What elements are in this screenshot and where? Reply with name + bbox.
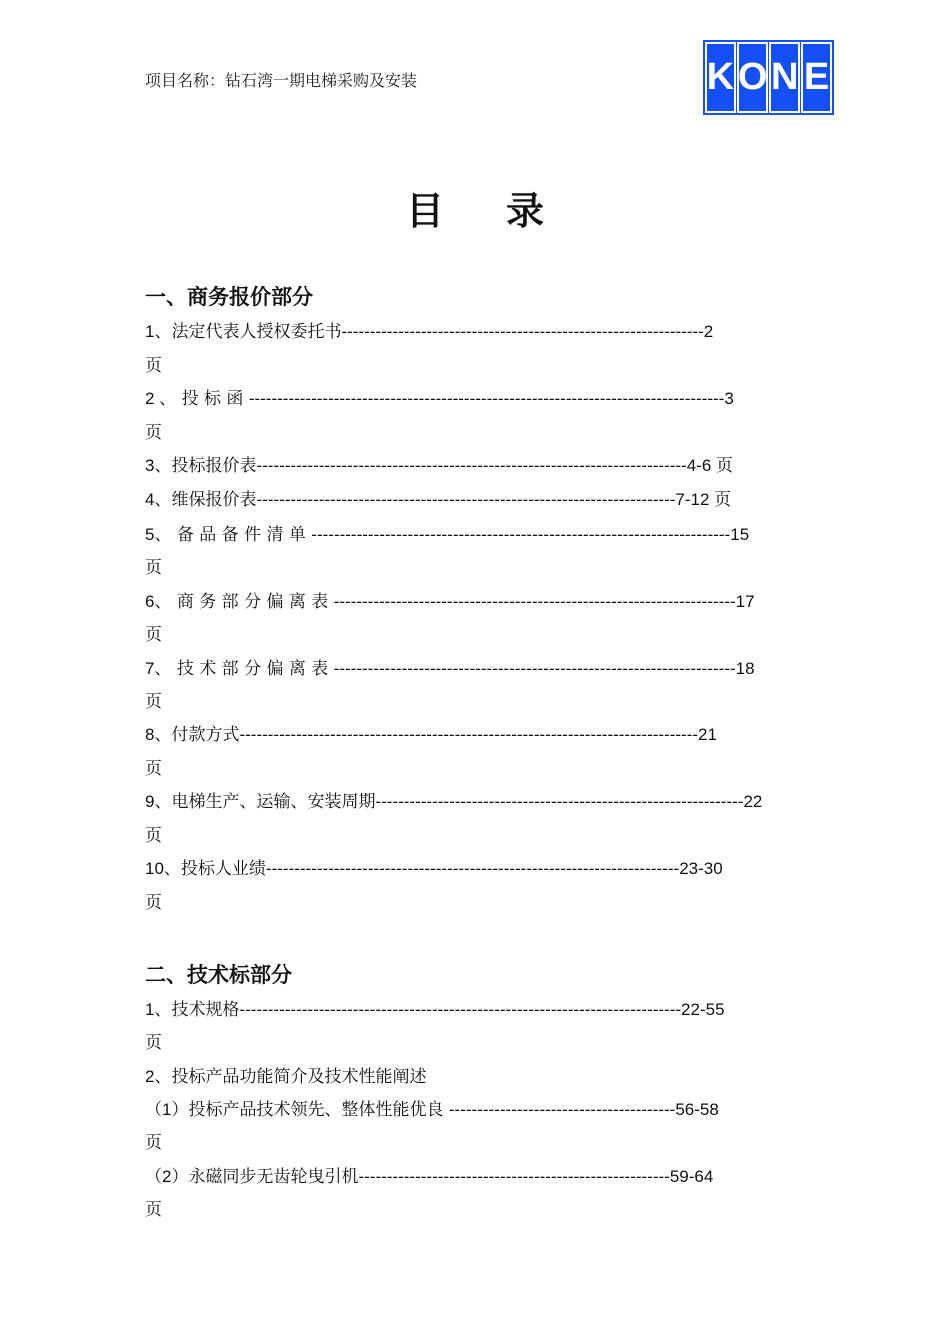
toc-text: 电梯生产、运输、安装周期 — [171, 792, 376, 812]
toc-text: 永磁同步无齿轮曳引机 — [188, 1167, 359, 1187]
toc-page-suffix: 页 — [145, 893, 162, 913]
title-char: 录 — [506, 188, 545, 233]
toc-entry[interactable] — [145, 859, 723, 879]
toc-entry[interactable] — [145, 1167, 713, 1187]
toc-number: 3、 — [145, 456, 172, 475]
toc-leader: ------------------------------------------------------------------------------------ — [248, 389, 725, 408]
toc-page: 23-30 — [679, 859, 723, 878]
toc-entry[interactable] — [145, 389, 734, 409]
toc-page: 2 — [703, 322, 714, 341]
toc-page: 17 — [735, 592, 755, 611]
section-heading: 一、商务报价部分 — [145, 285, 313, 309]
toc-page-suffix: 页 — [145, 759, 162, 779]
toc-number: 5、 — [145, 525, 172, 544]
toc-page: 22-55 — [681, 1000, 725, 1019]
toc-entry[interactable] — [145, 1067, 426, 1087]
logo-letter: E — [802, 43, 831, 112]
toc-text: 备 品 备 件 清 单 — [171, 525, 312, 545]
toc-text: 投 标 函 — [176, 389, 249, 409]
project-name-label: 项目名称：钻石湾一期电梯采购及安装 — [145, 71, 418, 90]
toc-page: 18 — [735, 659, 755, 678]
toc-entry[interactable] — [145, 322, 713, 342]
section-heading: 二、技术标部分 — [145, 963, 292, 987]
kone-logo — [703, 40, 834, 115]
toc-page-suffix: 页 — [145, 692, 162, 712]
toc-page-suffix: 页 — [145, 826, 162, 846]
toc-leader: ------------------------------------------------------------------------- — [265, 859, 680, 878]
toc-entry[interactable] — [145, 456, 733, 476]
toc-entry[interactable] — [145, 592, 755, 612]
toc-text: 维保报价表 — [171, 490, 257, 510]
toc-number: 2 、 — [145, 389, 177, 408]
toc-entry[interactable] — [145, 659, 755, 679]
toc-page: 59-64 — [669, 1167, 714, 1186]
toc-entry[interactable] — [145, 1100, 719, 1120]
toc-page-suffix: 页 — [145, 1200, 162, 1220]
toc-number: 6、 — [145, 592, 172, 611]
toc-entry[interactable] — [145, 1000, 725, 1020]
toc-entry[interactable] — [145, 525, 749, 545]
toc-number: 10、 — [145, 859, 181, 878]
logo-letter: O — [738, 43, 768, 112]
toc-number: 1、 — [145, 1000, 172, 1019]
document-title — [0, 180, 950, 235]
toc-number: （1） — [145, 1100, 189, 1119]
toc-page: 3 — [724, 389, 734, 408]
toc-text: 技术规格 — [171, 1000, 240, 1020]
toc-number: （2） — [145, 1167, 189, 1186]
toc-text: 法定代表人授权委托书 — [171, 322, 342, 342]
toc-number: 4、 — [145, 490, 172, 509]
toc-text: 投标产品功能简介及技术性能阐述 — [171, 1067, 427, 1087]
toc-leader: ---------------------------------------- — [448, 1100, 676, 1119]
toc-page: 4-6 页 — [686, 456, 734, 475]
toc-number: 8、 — [145, 725, 172, 744]
toc-page: 22 — [743, 792, 763, 811]
toc-page-suffix: 页 — [145, 625, 162, 645]
toc-number: 2、 — [145, 1067, 172, 1086]
toc-entry[interactable] — [145, 792, 762, 812]
toc-number: 9、 — [145, 792, 172, 811]
toc-page-suffix: 页 — [145, 1033, 162, 1053]
toc-text: 付款方式 — [171, 725, 240, 745]
toc-leader: ---------------------------------------------------------------------------- — [256, 456, 687, 475]
logo-letter: K — [706, 43, 735, 112]
toc-page-suffix: 页 — [145, 1133, 162, 1153]
toc-page: 15 — [730, 525, 750, 544]
toc-text: 技 术 部 分 偏 离 表 — [171, 659, 334, 679]
logo-letter: N — [770, 43, 799, 112]
toc-page: 56-58 — [675, 1100, 719, 1119]
toc-leader: -------------------------------------------------------------------------- — [311, 525, 731, 544]
toc-leader: --------------------------------------------------------------------------------- — [239, 725, 699, 744]
toc-page-suffix: 页 — [145, 423, 162, 443]
toc-page: 7-12 页 — [675, 490, 732, 509]
toc-leader: -------------------------------------------------------------------------- — [256, 490, 676, 509]
toc-leader: ----------------------------------------------------------------- — [375, 792, 744, 811]
toc-leader: ---------------------------------------------------------------- — [341, 322, 704, 341]
toc-number: 1、 — [145, 322, 172, 341]
toc-leader: ----------------------------------------------------------------------- — [333, 592, 736, 611]
toc-text: 投标产品技术领先、整体性能优良 — [188, 1100, 449, 1120]
toc-entry[interactable] — [145, 725, 717, 745]
toc-leader: ----------------------------------------------------------------------- — [333, 659, 736, 678]
toc-number: 7、 — [145, 659, 172, 678]
toc-page: 21 — [698, 725, 717, 744]
title-char: 目 — [405, 188, 444, 233]
toc-entry[interactable] — [145, 490, 731, 510]
toc-text: 商 务 部 分 偏 离 表 — [171, 592, 334, 612]
toc-text: 投标人业绩 — [180, 859, 266, 879]
toc-page-suffix: 页 — [145, 356, 162, 376]
toc-leader: ------------------------------------------------------------------------------ — [239, 1000, 682, 1019]
toc-leader: ------------------------------------------------------- — [358, 1167, 670, 1186]
toc-page-suffix: 页 — [145, 558, 162, 578]
toc-text: 投标报价表 — [171, 456, 257, 476]
